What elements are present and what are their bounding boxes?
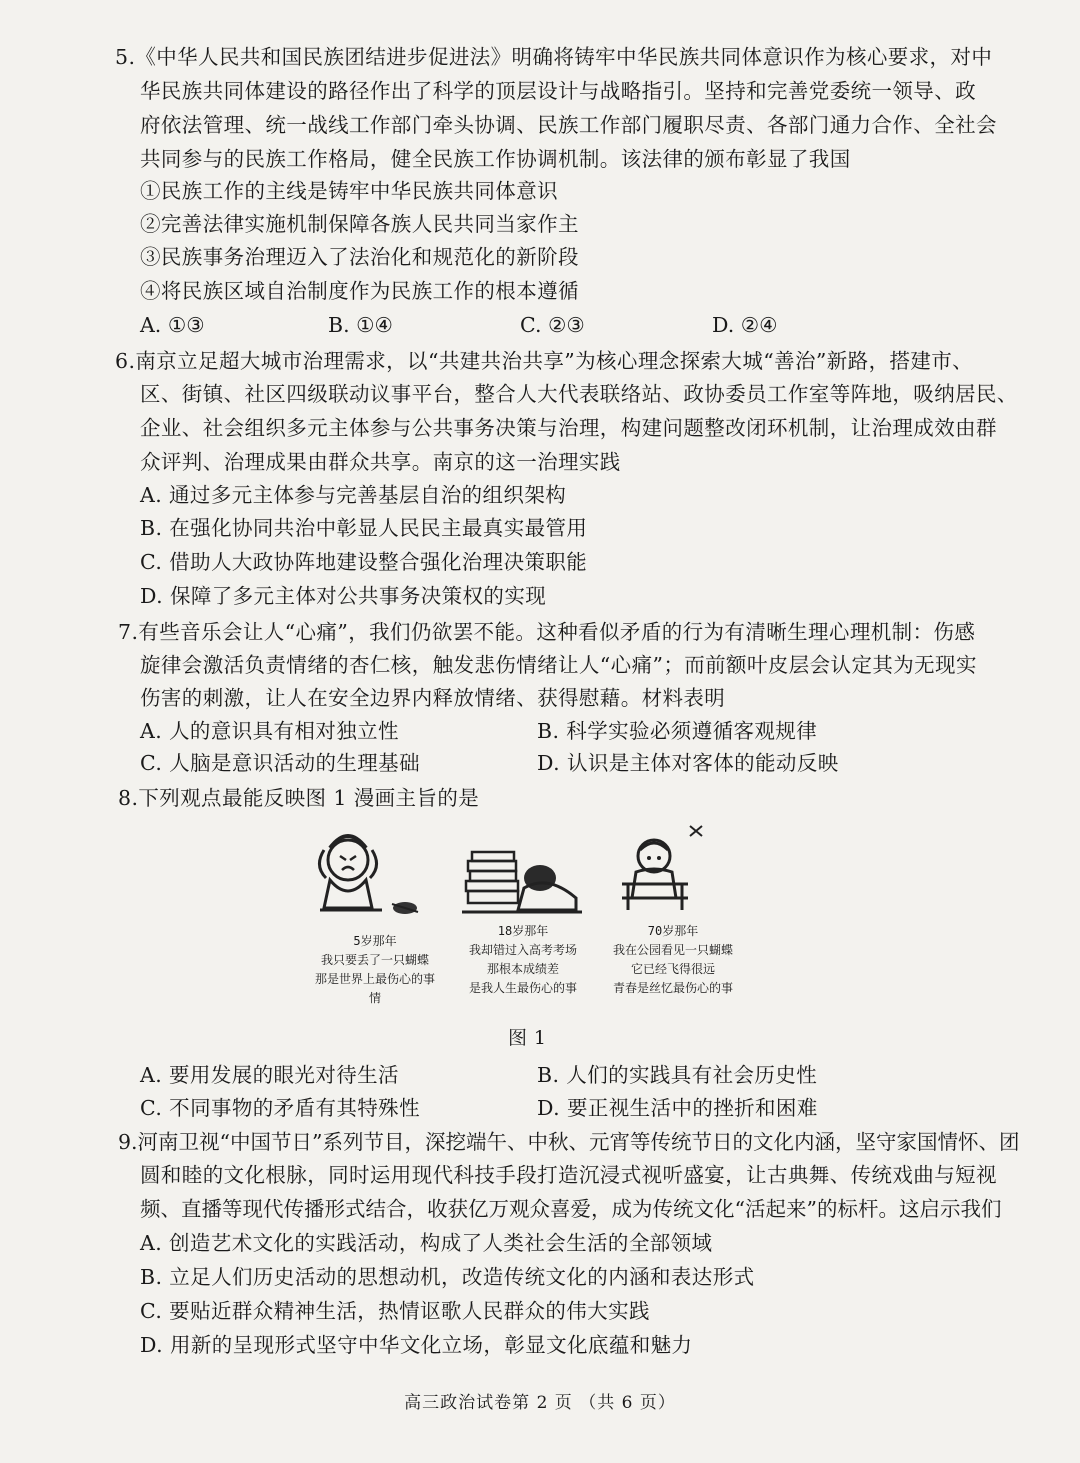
q5-item-2: ②完善法律实施机制保障各族人民共同当家作主 [140,212,579,236]
figure-label: 图 1 [508,1027,547,1049]
q6-stem-line-2: 区、街镇、社区四级联动议事平台，整合人大代表联络站、政协委员工作室等阵地，吸纳居民、 [140,382,1018,406]
q5-choice-c[interactable]: C. ②③ [520,313,585,337]
q6-option-a[interactable]: A. 通过多元主体参与完善基层自治的组织架构 [140,483,567,507]
q8-option-c[interactable]: C. 不同事物的矛盾有其特殊性 [140,1096,420,1120]
caption-3-line-2: 我在公园看见一只蝴蝶 [612,943,733,957]
cartoon-caption-3 [598,922,748,998]
cartoon-old-man-bench [618,820,718,920]
caption-2-line-3: 那根本成绩差 [486,962,559,976]
q9-stem-line-1: 9.河南卫视“中国节日”系列节目，深挖端午、中秋、元宵等传统节日的文化内涵，坚守家国情怀、团 [118,1130,1020,1154]
q6-option-d[interactable]: D. 保障了多元主体对公共事务决策权的实现 [140,584,547,608]
cartoon-child-crying [300,826,430,922]
q9-stem-line-3: 频、直播等现代传播形式结合，收获亿万观众喜爱，成为传统文化“活起来”的标杆。这启示我们 [140,1197,1002,1221]
cartoon-caption-1 [310,932,440,1008]
caption-2-line-4: 是我人生最伤心的事 [468,981,577,995]
q7-option-a[interactable]: A. 人的意识具有相对独立性 [140,719,399,743]
q7-option-c[interactable]: C. 人脑是意识活动的生理基础 [140,751,420,775]
caption-2-line-1: 18岁那年 [497,924,549,938]
caption-1-line-2: 我只要丢了一只蝴蝶 [320,953,429,967]
q5-choice-b[interactable]: B. ①④ [328,313,393,337]
q6-stem-line-4: 众评判、治理成果由群众共享。南京的这一治理实践 [140,450,621,474]
q7-option-b[interactable]: B. 科学实验必须遵循客观规律 [537,719,818,743]
q8-option-a[interactable]: A. 要用发展的眼光对待生活 [140,1063,399,1087]
q5-choice-d[interactable]: D. ②④ [712,313,778,337]
q8-option-b[interactable]: B. 人们的实践具有社会历史性 [537,1063,818,1087]
q5-choice-a[interactable]: A. ①③ [140,313,205,337]
q5-item-1: ①民族工作的主线是铸牢中华民族共同体意识 [140,179,558,203]
caption-3-line-4: 青春是丝忆最伤心的事 [612,981,733,995]
q5-item-4: ④将民族区域自治制度作为民族工作的根本遵循 [140,279,579,303]
cartoon-caption-2 [458,922,588,998]
caption-3-line-1: 70岁那年 [647,924,699,938]
q9-option-b[interactable]: B. 立足人们历史活动的思想动机，改造传统文化的内涵和表达形式 [140,1265,755,1289]
q8-stem: 8.下列观点最能反映图 1 漫画主旨的是 [118,786,480,810]
caption-2-line-2: 我却错过入高考考场 [468,943,577,957]
q5-stem-line-1: 5.《中华人民共和国民族团结进步促进法》明确将铸牢中华民族共同体意识作为核心要求，对中 [115,45,993,69]
q7-stem-line-1: 7.有些音乐会让人“心痛”，我们仍欲罢不能。这种看似矛盾的行为有清晰生理心理机制：伤感 [118,620,976,644]
q6-option-b[interactable]: B. 在强化协同共治中彰显人民民主最真实最管用 [140,516,588,540]
q9-stem-line-2: 圆和睦的文化根脉，同时运用现代科技手段打造沉浸式视听盛宴，让古典舞、传统戏曲与短视 [140,1163,997,1187]
q9-option-c[interactable]: C. 要贴近群众精神生活，热情讴歌人民群众的伟大实践 [140,1299,650,1323]
q7-stem-line-2: 旋律会激活负责情绪的杏仁核，触发悲伤情绪让人“心痛”；而前额叶皮层会认定其为无现实 [140,653,977,677]
q6-option-c[interactable]: C. 借助人大政协阵地建设整合强化治理决策职能 [140,550,588,574]
q5-stem-line-3: 府依法管理、统一战线工作部门牵头协调、民族工作部门履职尽责、各部门通力合作、全社会 [140,113,997,137]
caption-3-line-3: 它已经飞得很远 [630,962,715,976]
q9-option-d[interactable]: D. 用新的呈现形式坚守中华文化立场，彰显文化底蕴和魅力 [140,1333,693,1357]
q6-stem-line-1: 6.南京立足超大城市治理需求，以“共建共治共享”为核心理念探索大城“善治”新路，搭建市、 [115,349,974,373]
q8-option-d[interactable]: D. 要正视生活中的挫折和困难 [537,1096,818,1120]
page-footer: 高三政治试卷第 2 页 （共 6 页） [404,1393,676,1413]
cartoon-student-with-books [458,838,588,922]
q6-stem-line-3: 企业、社会组织多元主体参与公共事务决策与治理，构建问题整改闭环机制，让治理成效由群 [140,416,997,440]
caption-1-line-3: 那是世界上最伤心的事情 [314,972,435,1005]
q9-option-a[interactable]: A. 创造艺术文化的实践活动，构成了人类社会生活的全部领域 [140,1231,713,1255]
q7-option-d[interactable]: D. 认识是主体对客体的能动反映 [537,751,839,775]
q5-stem-line-4: 共同参与的民族工作格局，健全民族工作协调机制。该法律的颁布彰显了我国 [140,147,851,171]
caption-1-line-1: 5岁那年 [353,934,397,948]
q7-stem-line-3: 伤害的刺激，让人在安全边界内释放情绪、获得慰藉。材料表明 [140,686,726,710]
q5-item-3: ③民族事务治理迈入了法治化和规范化的新阶段 [140,245,579,269]
q5-stem-line-2: 华民族共同体建设的路径作出了科学的顶层设计与战略指引。坚持和完善党委统一领导、政 [140,79,976,103]
